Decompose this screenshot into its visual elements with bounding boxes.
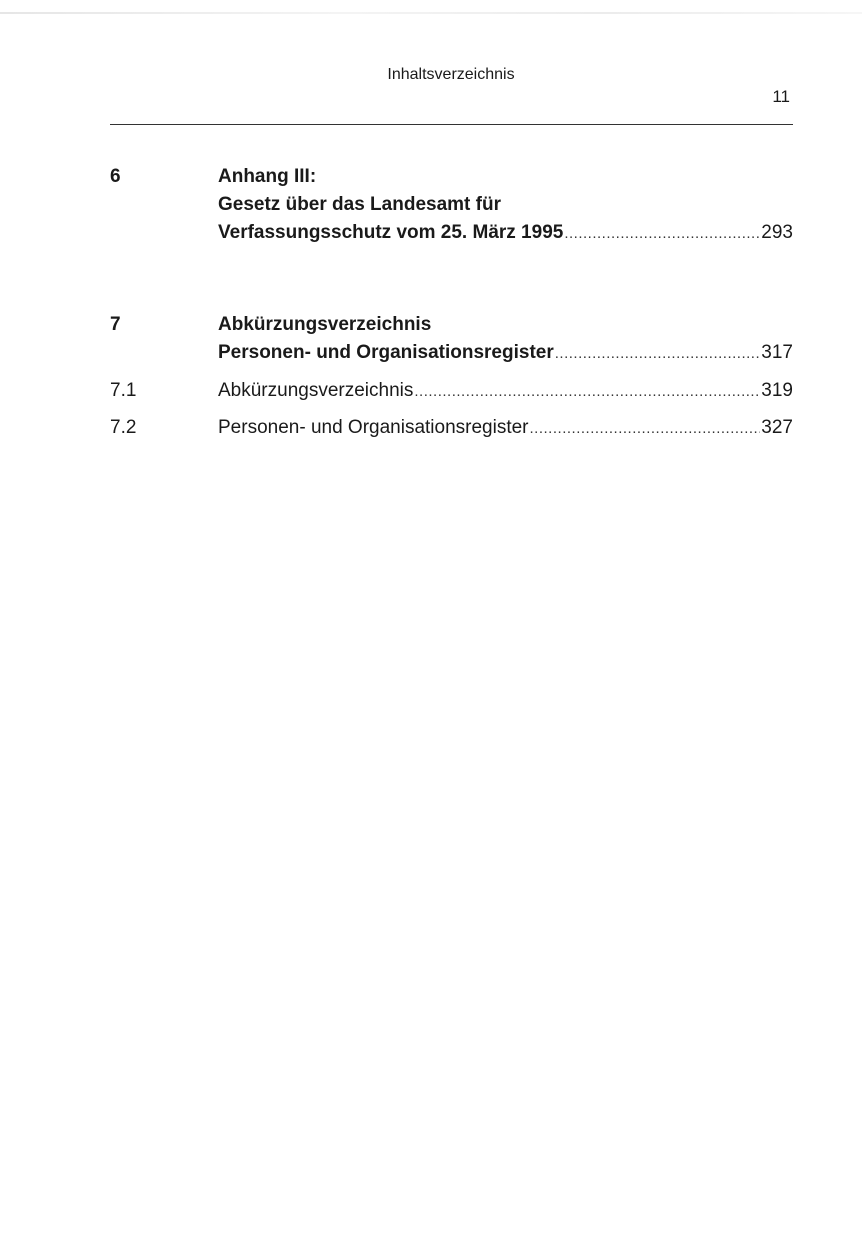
toc-entry-text: Personen- und Organisationsregister	[218, 417, 529, 438]
toc-entry-number: 6	[110, 166, 121, 187]
toc-entry-text: Abkürzungsverzeichnis	[218, 314, 432, 335]
toc-entry-text: Verfassungsschutz vom 25. März 1995	[218, 222, 564, 243]
toc-entry-7	[110, 311, 793, 371]
toc-entry-title-block	[218, 311, 793, 368]
toc-entry-line	[218, 377, 793, 406]
dot-leader	[530, 415, 761, 443]
toc-entry-line	[218, 191, 793, 219]
toc-entry-7-2	[110, 414, 793, 444]
toc-entry-text: Abkürzungsverzeichnis	[218, 380, 414, 401]
running-header-title: Inhaltsverzeichnis	[387, 66, 515, 83]
toc-entry-line	[218, 163, 793, 191]
toc-entry-7-1	[110, 377, 793, 407]
toc-entry-number: 7	[110, 314, 121, 335]
header-rule	[110, 124, 793, 125]
toc-entry-text: Gesetz über das Landesamt für	[218, 194, 501, 215]
dot-leader	[555, 340, 761, 368]
toc-entry-title-block	[218, 377, 793, 406]
toc-entry-line	[218, 219, 793, 248]
dot-leader	[564, 220, 760, 248]
toc-page-reference: 317	[761, 342, 793, 363]
toc-entry-number: 7.2	[110, 417, 137, 438]
toc-page-reference: 319	[761, 380, 793, 401]
toc-entry-line	[218, 311, 793, 339]
page-number: 11	[772, 87, 790, 106]
toc-entry-number: 7.1	[110, 380, 137, 401]
toc-entry-text: Anhang III:	[218, 166, 317, 187]
toc-entry-line	[218, 339, 793, 368]
scan-edge-shadow	[0, 12, 862, 14]
toc-entry-6	[110, 163, 793, 253]
toc-entry-title-block	[218, 414, 793, 443]
toc-entry-line	[218, 414, 793, 443]
toc-page-reference: 327	[761, 417, 793, 438]
dot-leader	[414, 378, 760, 406]
toc-page-reference: 293	[761, 222, 793, 243]
toc-entry-title-block	[218, 163, 793, 248]
toc-entry-text: Personen- und Organisationsregister	[218, 342, 554, 363]
